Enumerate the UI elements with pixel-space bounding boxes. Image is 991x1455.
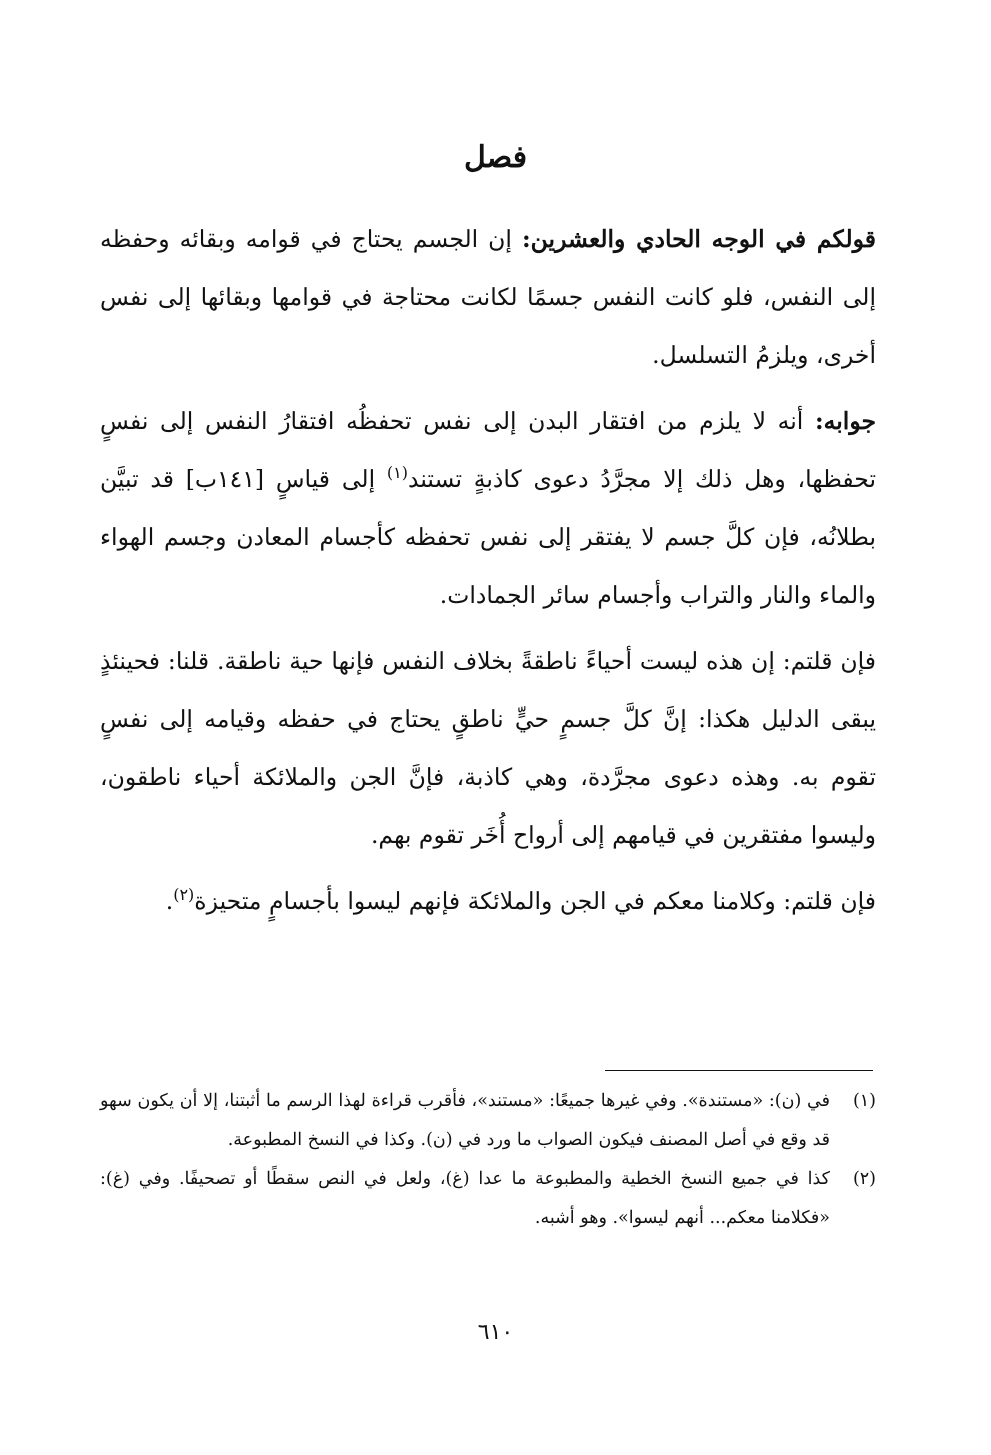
footnote-1 <box>100 1082 876 1160</box>
footnote-divider <box>605 1070 873 1071</box>
main-text <box>100 210 876 938</box>
footnote-reference[interactable]: (٢) <box>173 885 195 905</box>
section-heading: فصل <box>463 140 528 175</box>
paragraph-lead: جوابه: <box>814 407 876 435</box>
paragraph-text: إن الجسم يحتاج في قوامه وبقائه وحفظه إلى النفس، فلو كانت النفس جسمًا لكانت محتاجة في قوامها وبقائها إلى نفس أخرى، ويلزمُ التسلسل. <box>100 225 876 369</box>
paragraph-4 <box>100 872 876 930</box>
footnote-text: في (ن): «مستندة». وفي غيرها جميعًا: «مستند»، فأقرب قراءة لهذا الرسم ما أثبتنا، إلا أن يكون سهو قد وقع في أصل المصنف فيكون الصواب ما ورد في (ن). وكذا في النسخ المطبوعة. <box>100 1091 830 1150</box>
paragraph-text: إلى قياسٍ [١٤١ب] قد تبيَّن بطلانُه، فإن كلَّ جسم لا يفتقر إلى نفس تحفظه كأجسام المعادن وجسم الهواء والماء والنار والتراب وأجسام سائر الجمادات. <box>100 465 876 609</box>
paragraph-lead: قولكم في الوجه الحادي والعشرين: <box>521 225 876 253</box>
paragraph-text: . <box>165 887 174 915</box>
footnote-2 <box>100 1160 876 1238</box>
page-number: ٦١٠ <box>477 1320 514 1345</box>
footnote-reference[interactable]: (١) <box>386 463 408 483</box>
paragraph-2 <box>100 392 876 624</box>
footnote-text: كذا في جميع النسخ الخطية والمطبوعة ما عدا (غ)، ولعل في النص سقطًا أو تصحيفًا. وفي (غ): «فكلامنا معكم... أنهم ليسوا». وهو أشبه. <box>100 1169 830 1228</box>
paragraph-text: فإن قلتم: وكلامنا معكم في الجن والملائكة فإنهم ليسوا بأجسامٍ متحيزة <box>194 887 876 915</box>
paragraph-text: أنه لا يلزم من افتقار البدن إلى نفس تحفظُه افتقارُ النفس إلى نفسٍ تحفظها، وهل ذلك إلا مجرَّدُ دعوى كاذبةٍ تستند <box>100 407 876 493</box>
footnote-number: (١) <box>852 1091 876 1111</box>
footnotes <box>100 1082 876 1238</box>
footnote-number: (٢) <box>852 1169 876 1189</box>
paragraph-text: فإن قلتم: إن هذه ليست أحياءً ناطقةً بخلاف النفس فإنها حية ناطقة. قلنا: فحينئذٍ يبقى الدليل هكذا: إنَّ كلَّ جسمٍ حيٍّ ناطقٍ يحتاج في حفظه وقيامه إلى نفسٍ تقوم به. وهذه دعوى مجرَّدة، وهي كاذبة، فإنَّ الجن والملائكة أحياء ناطقون، وليسوا مفتقرين في قيامهم إلى أرواح أُخَر تقوم بهم. <box>100 647 876 849</box>
paragraph-1 <box>100 210 876 384</box>
paragraph-3 <box>100 632 876 864</box>
